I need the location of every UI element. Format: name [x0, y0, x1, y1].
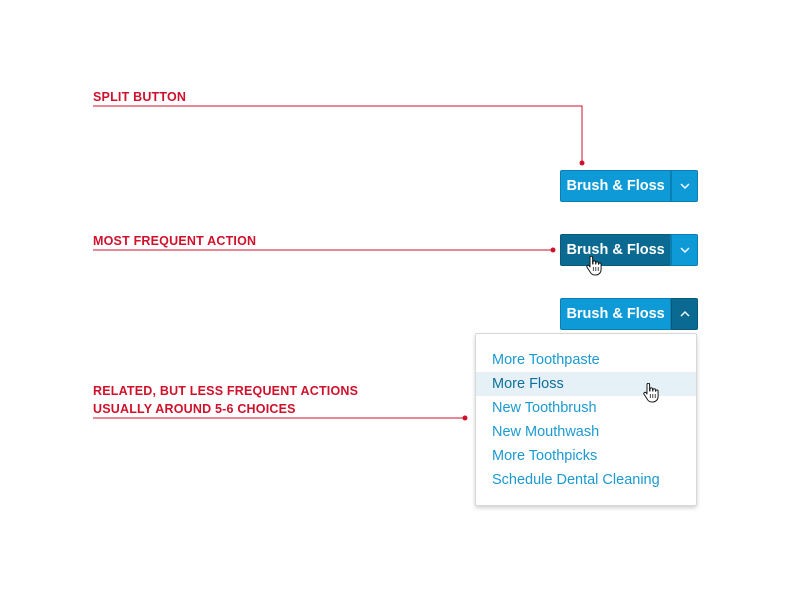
split-button-leader-dot — [580, 161, 585, 166]
split-button-hover — [560, 234, 698, 266]
chevron-down-icon — [680, 183, 690, 189]
related-actions-annotation: RELATED, BUT LESS FREQUENT ACTIONS — [93, 384, 359, 398]
dropdown-menu — [475, 333, 697, 506]
primary-action-button[interactable]: Brush & Floss — [560, 298, 670, 330]
dropdown-toggle-button[interactable] — [671, 234, 698, 266]
menu-item-schedule-dental-cleaning[interactable]: Schedule Dental Cleaning — [492, 472, 660, 488]
menu-item-more-toothpaste[interactable]: More Toothpaste — [492, 352, 600, 368]
chevron-up-icon — [680, 311, 690, 317]
primary-action-button[interactable]: Brush & Floss — [560, 170, 670, 202]
menu-item-new-toothbrush[interactable]: New Toothbrush — [492, 400, 597, 416]
split-button-leader-line — [93, 106, 582, 163]
dropdown-toggle-button[interactable] — [671, 170, 698, 202]
primary-action-button[interactable]: Brush & Floss — [560, 234, 670, 266]
most-frequent-leader-dot — [551, 248, 556, 253]
menu-item-more-floss[interactable]: More Floss — [476, 372, 696, 396]
dropdown-toggle-button[interactable] — [671, 298, 698, 330]
menu-item-more-toothpicks[interactable]: More Toothpicks — [492, 448, 598, 464]
chevron-down-icon — [680, 247, 690, 253]
hand-cursor-icon — [585, 256, 603, 276]
most-frequent-annotation: MOST FREQUENT ACTION — [93, 234, 257, 248]
split-button-default — [560, 170, 698, 202]
related-leader-dot — [463, 416, 468, 421]
split-button-open — [560, 298, 698, 330]
split-button-annotation: SPLIT BUTTON — [93, 90, 187, 104]
menu-item-new-mouthwash[interactable]: New Mouthwash — [492, 424, 600, 440]
hand-cursor-icon — [642, 383, 660, 403]
related-actions-annotation-sub: USUALLY AROUND 5-6 CHOICES — [93, 402, 296, 416]
